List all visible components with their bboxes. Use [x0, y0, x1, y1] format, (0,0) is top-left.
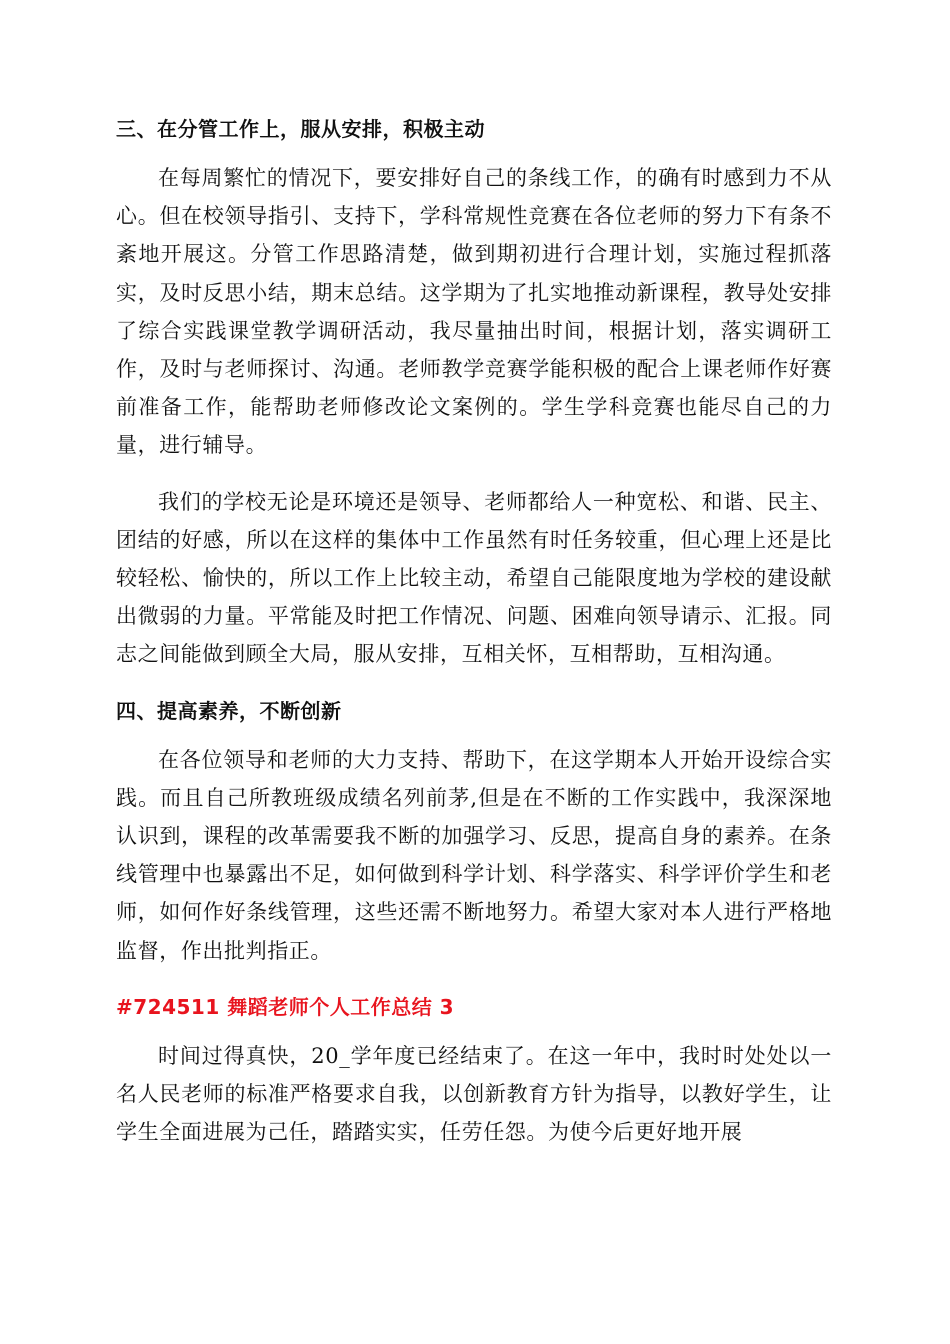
- paragraph: 在各位领导和老师的大力支持、帮助下，在这学期本人开始开设综合实践。而且自己所教班级成绩名列前茅,但是在不断的工作实践中，我深深地认识到，课程的改革需要我不断的加强学习、反思，提高自身的素养。在条线管理中也暴露出不足，如何做到科学计划、科学落实、科学评价学生和老师，如何作好条线管理，这些还需不断地努力。希望大家对本人进行严格地监督，作出批判指正。: [116, 747, 832, 963]
- document-page: [116, 110, 832, 1169]
- article-title: #724511 舞蹈老师个人工作总结 3: [116, 994, 455, 1019]
- section-heading-4: 四、提高素养，不断创新: [116, 698, 342, 723]
- section-heading-3: 三、在分管工作上，服从安排，积极主动: [116, 117, 485, 141]
- paragraph: 在每周繁忙的情况下，要安排好自己的条线工作，的确有时感到力不从心。但在校领导指引、支持下，学科常规性竞赛在各位老师的努力下有条不紊地开展这。分管工作思路清楚，做到期初进行合理计划，实施过程抓落实，及时反思小结，期末总结。这学期为了扎实地推动新课程，教导处安排了综合实践课堂教学调研活动，我尽量抽出时间，根据计划，落实调研工作，及时与老师探讨、沟通。老师教学竞赛学能积极的配合上课老师作好赛前准备工作，能帮助老师修改论文案例的。学生学科竞赛也能尽自己的力量，进行辅导。: [116, 166, 832, 458]
- paragraph: 我们的学校无论是环境还是领导、老师都给人一种宽松、和谐、民主、团结的好感，所以在这样的集体中工作虽然有时任务较重，但心理上还是比较轻松、愉快的，所以工作上比较主动，希望自己能限度地为学校的建设献出微弱的力量。平常能及时把工作情况、问题、困难向领导请示、汇报。同志之间能做到顾全大局，服从安排，互相关怀，互相帮助，互相沟通。: [116, 489, 832, 667]
- paragraph: 时间过得真快，20_学年度已经结束了。在这一年中，我时时处处以一名人民老师的标准严格要求自我，以创新教育方针为指导，以教好学生，让学生全面进展为己任，踏踏实实，任劳任怨。为使今后更好地开展: [116, 1043, 832, 1145]
